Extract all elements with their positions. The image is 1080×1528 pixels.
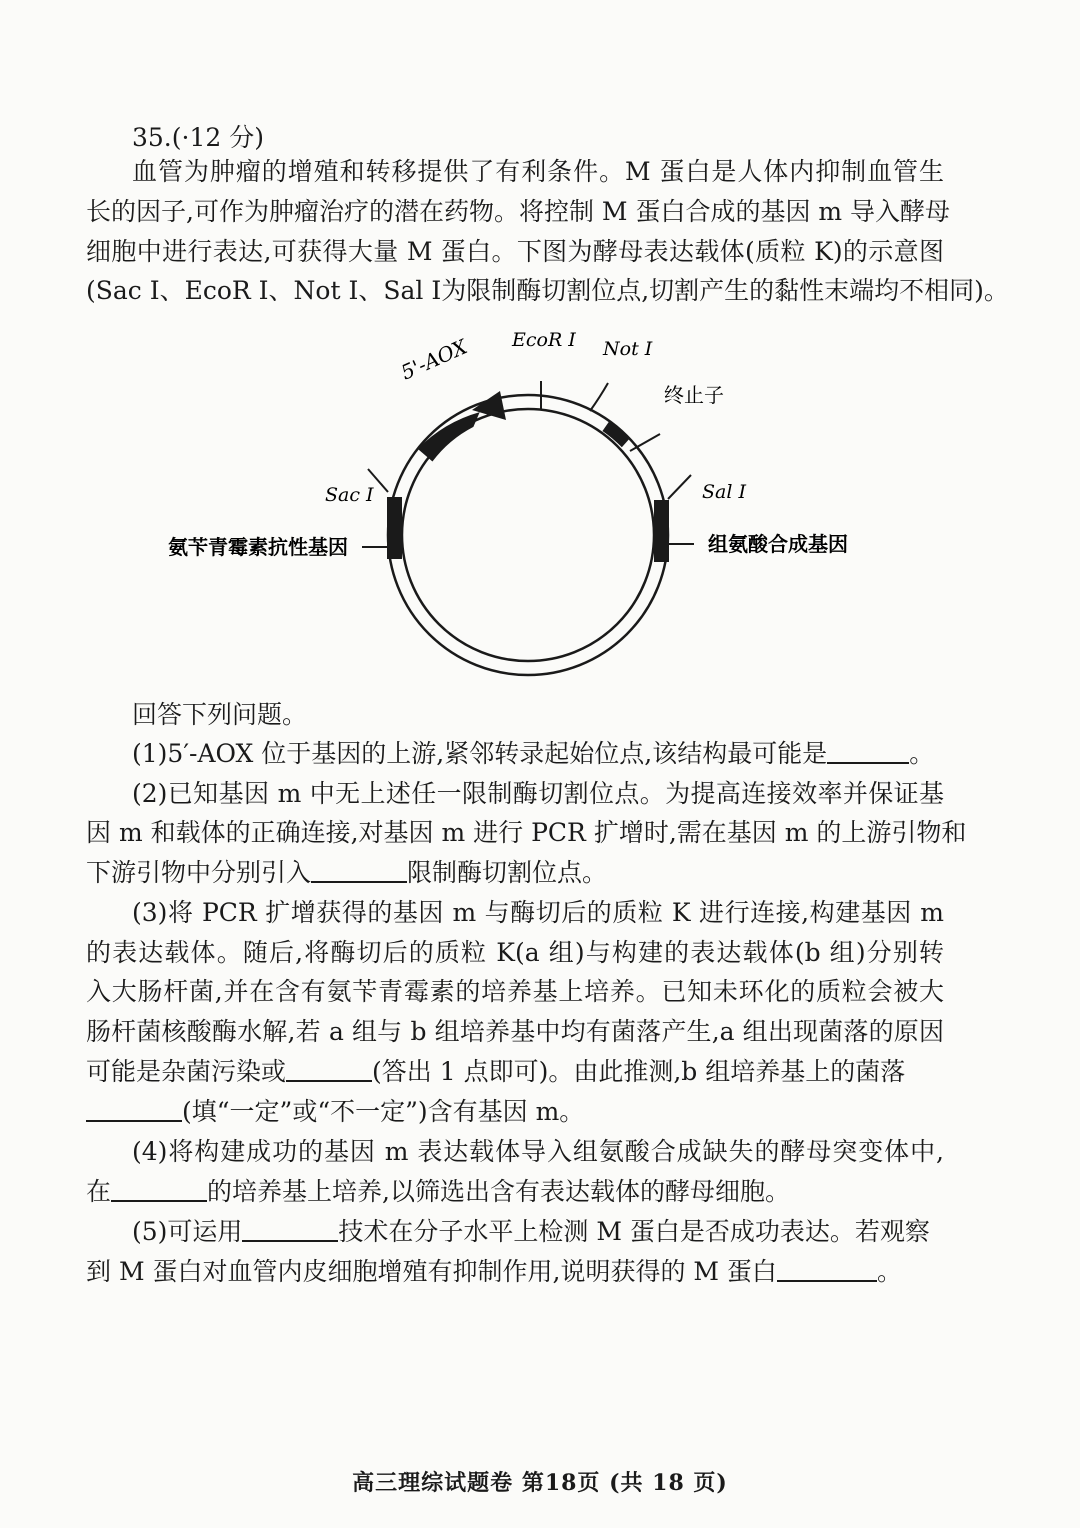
part-4-line-2: 在 的培养基上培养,以筛选出含有表达载体的酵母细胞。 [86,1174,790,1210]
answer-blank-2[interactable] [311,855,407,883]
part-3-line-3: 入大肠杆菌,并在含有氨苄青霉素的培养基上培养。已知未环化的质粒会被大 [86,977,944,1006]
part-3-line-2: 的表达载体。随后,将酶切后的质粒 K(a 组)与构建的表达载体(b 组)分别转 [86,938,944,967]
part-5-line-2: 到 M 蛋白对血管内皮细胞增殖有抑制作用,说明获得的 M 蛋白 。 [86,1254,902,1290]
part-4-line-1: (4)将构建成功的基因 m 表达载体导入组氨酸合成缺失的酵母突变体中, [132,1137,944,1166]
answer-blank-4[interactable] [86,1094,182,1122]
page-footer: 高三理综试题卷 第18页 (共 18 页) [352,1470,728,1496]
his-synthesis-segment [654,500,669,562]
noti-label: Not Ⅰ [603,338,653,360]
part-5-line-1: (5)可运用 技术在分子水平上检测 M 蛋白是否成功表达。若观察 [132,1214,930,1250]
part-3-line-4: 肠杆菌核酸酶水解,若 a 组与 b 组培养基中均有菌落产生,a 组出现菌落的原因 [86,1017,944,1046]
terminator-label: 终止子 [664,383,724,407]
ecori-label: EcoR Ⅰ [512,329,576,351]
amp-resistance-segment [387,497,402,559]
intro-line-1: 血管为肿瘤的增殖和转移提供了有利条件。M 蛋白是人体内抑制血管生 [132,157,944,186]
part-2-line-3: 下游引物中分别引入 限制酶切割位点。 [86,855,607,891]
answer-blank-6[interactable] [242,1214,338,1242]
part-1: (1)5′-AOX 位于基因的上游,紧邻转录起始位点,该结构最可能是 。 [132,736,934,772]
part-2-line-2: 因 m 和载体的正确连接,对基因 m 进行 PCR 扩增时,需在基因 m 的上游引物和 [86,818,967,847]
noti-site-tick [590,383,608,411]
sali-site-tick [668,475,691,499]
answer-blank-5[interactable] [111,1174,207,1202]
amp-resistance-label: 氨苄青霉素抗性基因 [168,535,348,559]
answer-blank-7[interactable] [777,1254,877,1282]
part-3-line-5: 可能是杂菌污染或 (答出 1 点即可)。由此推测,b 组培养基上的菌落 [86,1054,905,1090]
aox-label: 5'-AOX [397,334,471,385]
question-number: 35.(·12 分) [132,123,264,152]
saci-label: Sac Ⅰ [325,484,374,506]
answer-blank-3[interactable] [286,1054,372,1082]
his-synthesis-label: 组氨酸合成基因 [708,532,848,556]
part-3-line-1: (3)将 PCR 扩增获得的基因 m 与酶切后的质粒 K 进行连接,构建基因 m [132,898,944,927]
part-2-line-1: (2)已知基因 m 中无上述任一限制酶切割位点。为提高连接效率并保证基 [132,779,944,808]
answer-prompt: 回答下列问题。 [132,700,308,729]
sali-label: Sal Ⅰ [702,481,746,503]
answer-blank-1[interactable] [827,736,909,764]
intro-line-3: 细胞中进行表达,可获得大量 M 蛋白。下图为酵母表达载体(质粒 K)的示意图 [86,237,944,266]
plasmid-k-diagram [150,318,870,678]
intro-line-2: 长的因子,可作为肿瘤治疗的潜在药物。将控制 M 蛋白合成的基因 m 导入酵母 [86,197,951,226]
part-3-line-6: (填“一定”或“不一定”)含有基因 m。 [86,1094,584,1130]
intro-line-4: (Sac Ⅰ、EcoR Ⅰ、Not Ⅰ、Sal Ⅰ为限制酶切割位点,切割产生的黏性末端均不相同)。 [86,276,1009,305]
